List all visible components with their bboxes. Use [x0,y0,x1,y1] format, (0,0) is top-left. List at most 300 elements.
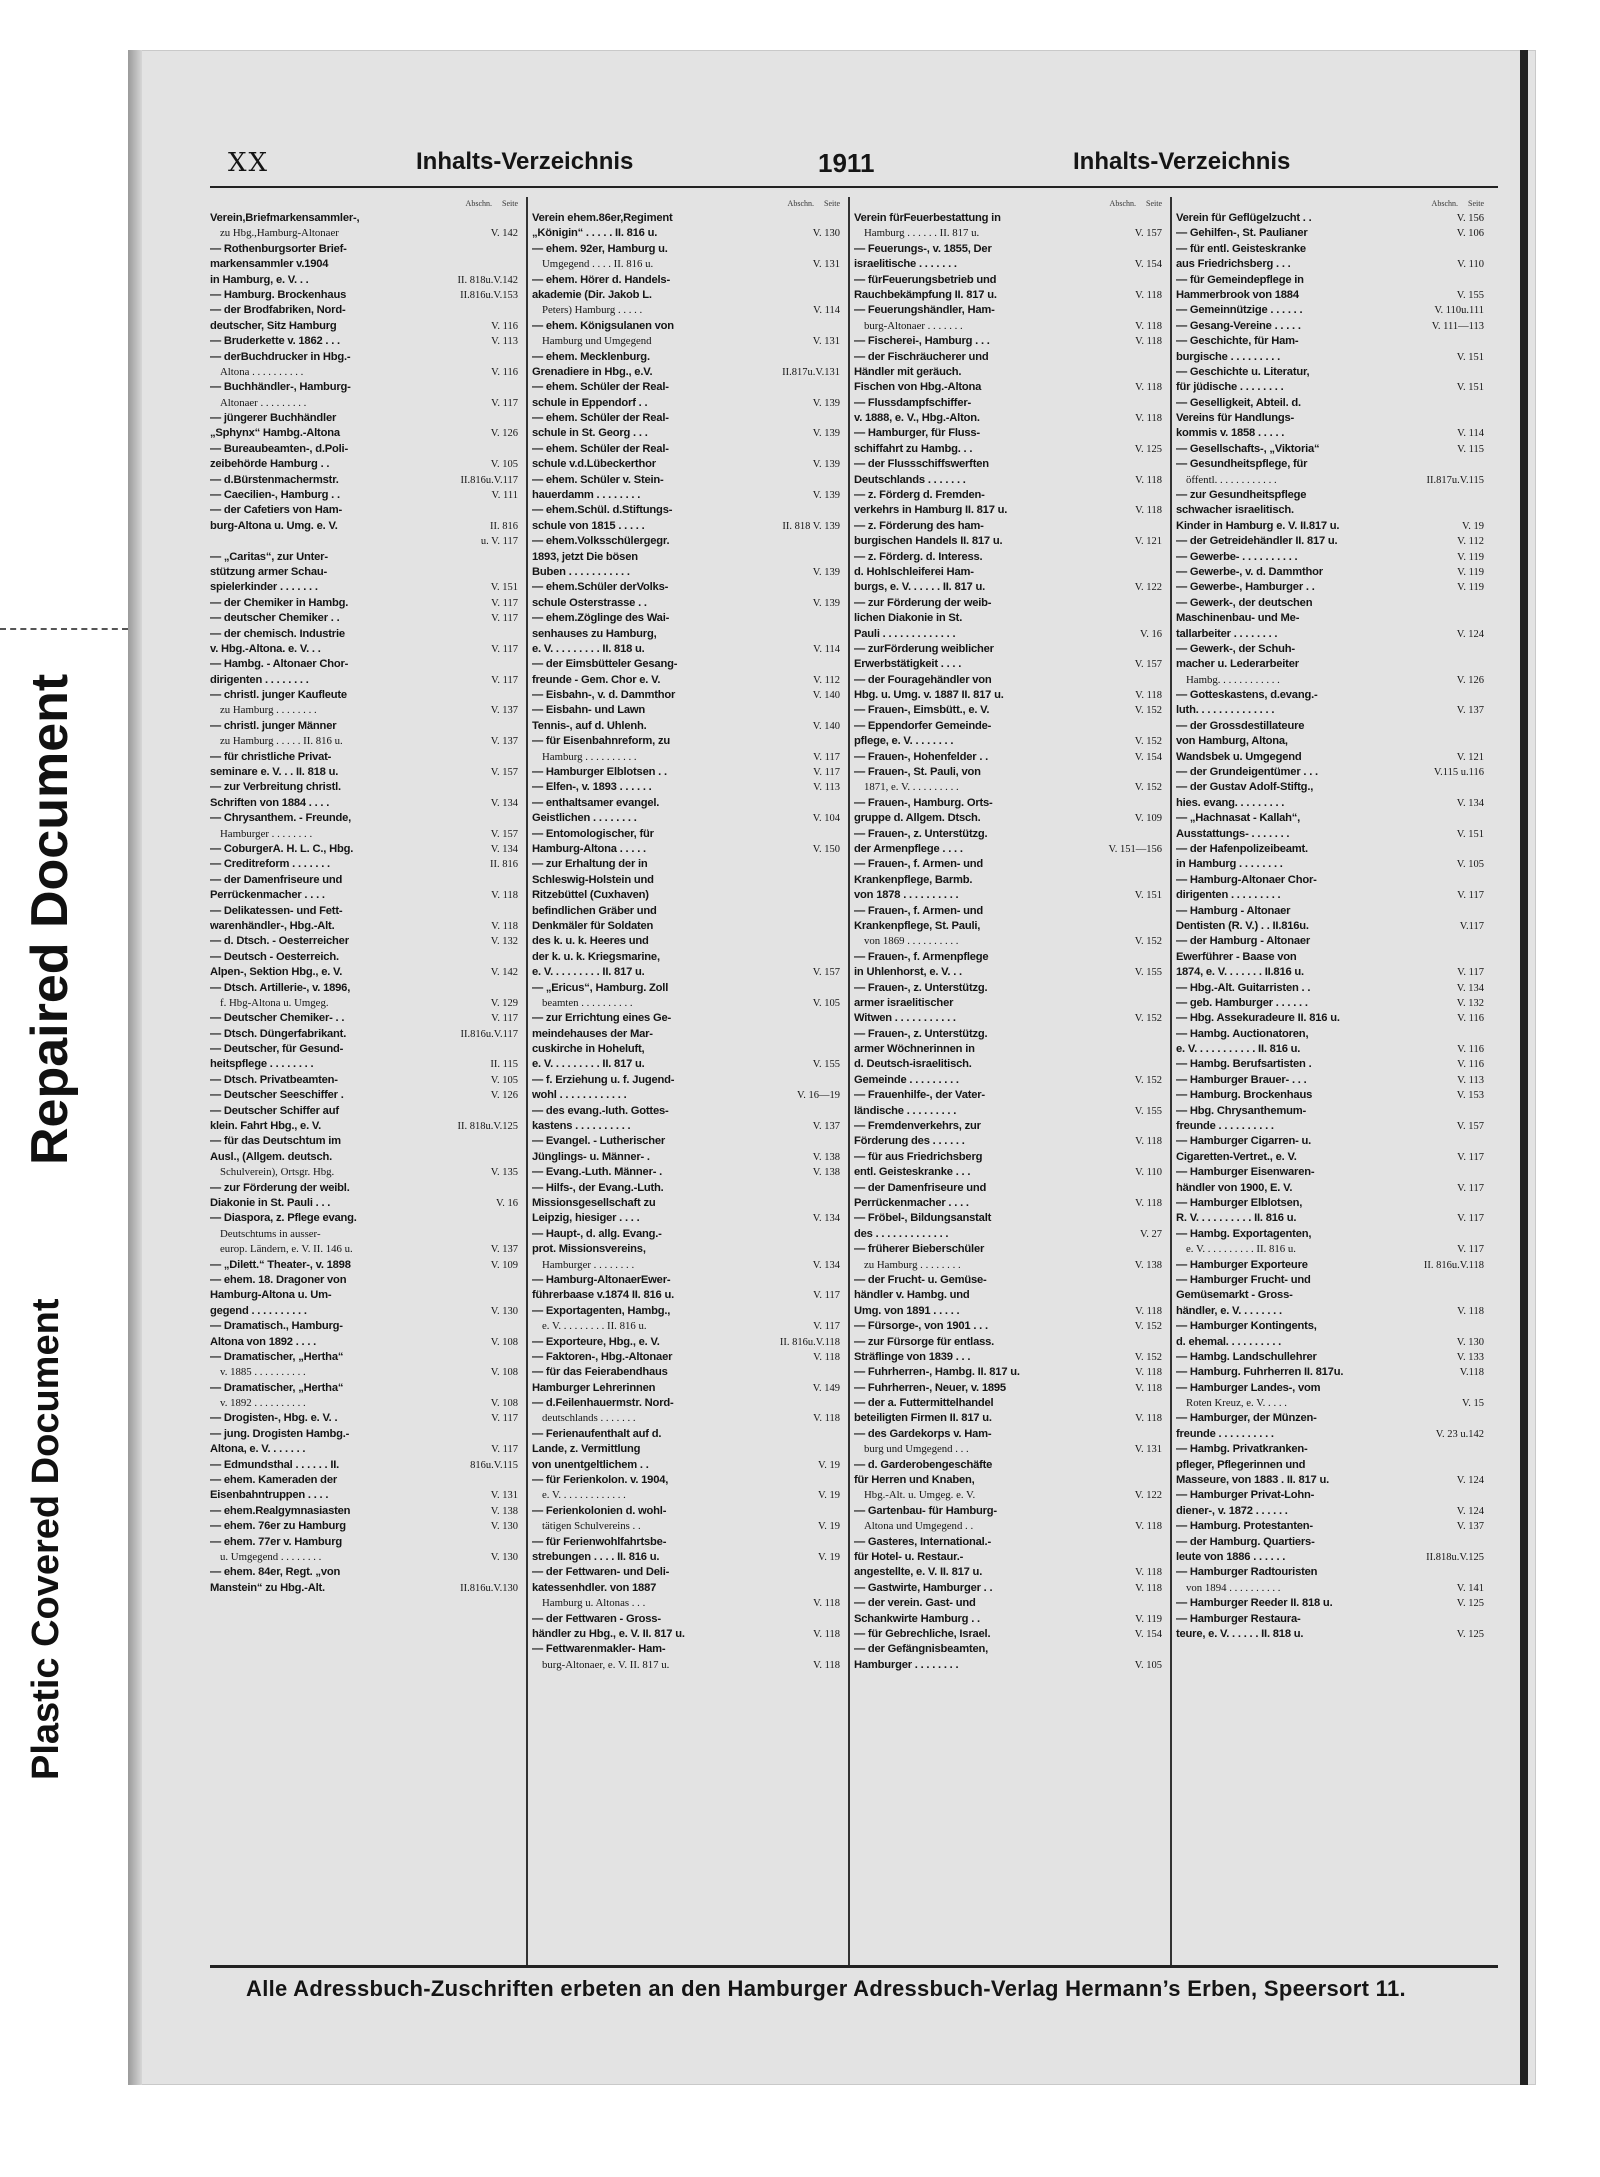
entry-text: burgische . . . . . . . . . [1176,350,1281,363]
index-entry [532,319,840,334]
index-entry [210,303,518,318]
entry-reference: V. 16 [496,1197,518,1209]
entry-text: — Hbg. Assekuradeure II. 816 u. [1176,1012,1340,1025]
entry-text: ländische . . . . . . . . . [854,1104,957,1117]
entry-reference: V. 118 [491,920,518,932]
entry-text: — „Dilett.“ Theater-, v. 1898 [210,1258,351,1271]
entry-text: — jüngerer Buchhändler [210,412,337,425]
entry-text: warenhändler-, Hbg.-Alt. [210,919,335,932]
entry-text: — Hamburg. Fuhrherren II. 817u. [1176,1366,1344,1379]
entry-reference: V. 108 [490,1367,518,1379]
index-entry [854,211,1162,226]
index-entry [1176,719,1484,734]
index-entry [1176,1211,1484,1226]
entry-text: — Hilfs-, der Evang.-Luth. [532,1181,664,1194]
index-entry [854,273,1162,288]
index-entry [1176,765,1484,780]
entry-text: — ehem. 77er v. Hamburg [210,1535,342,1548]
entry-text: des k. u. k. Heeres und [532,935,649,948]
entry-text: — Caecilien-, Hamburg . . [210,489,340,502]
entry-reference: V. 151 [1134,890,1162,902]
index-entry [210,904,518,919]
entry-reference: V.115 u.116 [1433,767,1484,779]
index-entry [1176,657,1484,672]
index-entry [532,1227,840,1242]
index-entry [532,1519,840,1534]
entry-text: strebungen . . . . II. 816 u. [532,1550,660,1563]
entry-text: — Hambg. Berufsartisten . [1176,1058,1312,1071]
index-entry [210,380,518,395]
entry-reference: V. 152 [1134,1074,1162,1086]
index-entry [210,1165,518,1180]
page-header [228,148,1498,188]
index-entry [854,919,1162,934]
index-entry [854,226,1162,241]
entry-text: Cigaretten-Vertret., e. V. [1176,1150,1297,1163]
index-entry [1176,580,1484,595]
index-entry [210,1335,518,1350]
index-entry [532,1612,840,1627]
entry-reference: V. 152 [1134,1013,1162,1025]
index-entry [1176,1565,1484,1580]
entry-reference: V. 119 [1457,551,1484,563]
entry-reference: V. 113 [813,782,840,794]
index-entry [1176,1396,1484,1411]
index-entry [532,1242,840,1257]
entry-text: — der Fettwaren - Gross- [532,1612,661,1625]
entry-reference: V. 19 [1462,520,1484,532]
index-entry [854,596,1162,611]
index-entry [1176,1488,1484,1503]
index-entry [532,780,840,795]
index-entry [1176,688,1484,703]
index-entry [1176,1473,1484,1488]
entry-text: — Exporteure, Hbg., e. V. [532,1335,660,1348]
entry-text: Krankenpflege, St. Pauli, [854,919,981,932]
entry-text: Hamburg u. Altonas . . . [542,1597,646,1610]
index-entry [532,1057,840,1072]
index-entry [532,734,840,749]
entry-reference: V. 117 [1457,967,1484,979]
index-entry [210,396,518,411]
index-entry [854,1227,1162,1242]
entry-text: befindlichen Gräber und [532,904,657,917]
entry-text: — d. Dtsch. - Oesterreicher [210,935,349,948]
index-entry [854,981,1162,996]
index-entry [532,1488,840,1503]
entry-reference: V. 124 [1456,1475,1484,1487]
index-entry [1176,303,1484,318]
index-entry [1176,1627,1484,1642]
index-entry [532,380,840,395]
entry-text: — der Fettwaren- und Deli- [532,1566,670,1579]
index-entry [532,1581,840,1596]
index-entry [1176,1411,1484,1426]
entry-reference: V. 157 [1134,659,1162,671]
entry-text: — der Gefängnisbeamten, [854,1643,989,1656]
entry-reference: V. 118 [813,1598,840,1610]
entry-text: Deutschtums in ausser- [220,1227,321,1240]
entry-reference: u. V. 117 [480,536,518,548]
index-entry [1176,273,1484,288]
index-entry [210,503,518,518]
index-entry [854,1350,1162,1365]
index-entry [210,273,518,288]
index-entry [210,1042,518,1057]
index-entry [1176,565,1484,580]
index-entry [854,1104,1162,1119]
entry-reference: V. 134 [1456,797,1484,809]
index-entry [1176,350,1484,365]
entry-text: Wandsbek u. Umgegend [1176,750,1302,763]
index-entry [210,1519,518,1534]
entry-text: — des evang.-luth. Gottes- [532,1104,669,1117]
index-entry [532,1411,840,1426]
entry-text: Buben . . . . . . . . . . . [532,565,630,578]
index-entry [532,1381,840,1396]
entry-text: — Creditreform . . . . . . . [210,858,330,871]
index-entry [854,396,1162,411]
index-entry [532,1104,840,1119]
entry-text: — Gewerbe-, Hamburger . . [1176,581,1315,594]
entry-text: Masseure, von 1883 . II. 817 u. [1176,1474,1329,1487]
entry-reference: V. 114 [1457,428,1484,440]
index-entry [1176,380,1484,395]
entry-reference: V. 138 [1134,1259,1162,1271]
entry-text: — Hamburger Elblotsen, [1176,1196,1303,1209]
entry-reference: V. 137 [1456,1521,1484,1533]
index-entry [210,519,518,534]
entry-text: — ehem. Schüler der Real- [532,381,669,394]
entry-reference: V. 117 [813,1290,840,1302]
entry-text: — zurFörderung weiblicher [854,642,994,655]
entry-text: Händler mit geräuch. [854,365,962,378]
index-entry [1176,1119,1484,1134]
index-entry [210,1027,518,1042]
entry-text: Schulverein), Ortsgr. Hbg. [220,1166,335,1179]
entry-reference: V. 15 [1462,1398,1484,1410]
entry-text: händler von 1900, E. V. [1176,1181,1293,1194]
index-entry [532,1335,840,1350]
entry-text: schule von 1815 . . . . . [532,519,645,532]
entry-text: freunde . . . . . . . . . . [1176,1427,1274,1440]
index-entry [532,1027,840,1042]
entry-text: pflege, e. V. . . . . . . . [854,735,954,748]
index-entry [854,442,1162,457]
entry-text: — Chrysanthem. - Freunde, [210,812,352,825]
index-entry [854,534,1162,549]
entry-text: — Dramatischer, „Hertha“ [210,1350,344,1363]
entry-text: e. V. . . . . . . . . . . . . [542,1489,626,1502]
entry-text: — der verein. Gast- und [854,1597,976,1610]
entry-text: Umgegend . . . . II. 816 u. [542,258,654,271]
index-entry [854,688,1162,703]
entry-reference: V. 105 [490,459,518,471]
entry-text: — Elfen-, v. 1893 . . . . . . [532,781,652,794]
index-entry [210,750,518,765]
entry-text: — Hbg. Chrysanthemum- [1176,1104,1307,1117]
index-entry [854,334,1162,349]
entry-reference: V. 112 [813,674,840,686]
index-entry [854,550,1162,565]
index-entry [1176,550,1484,565]
index-entry [1176,334,1484,349]
entry-text: — ehem. 76er zu Hamburg [210,1520,346,1533]
entry-text: 1871, e. V. . . . . . . . . . [864,781,959,794]
entry-text: — der Flussschiffswerften [854,458,989,471]
index-entry [854,1027,1162,1042]
entry-text: — ehem. 92er, Hamburg u. [532,242,668,255]
column-divider [848,197,850,1965]
entry-text: Verein für Geflügelzucht . . [1176,211,1312,224]
entry-reference: V. 155 [1134,1105,1162,1117]
entry-reference: V. 121 [1134,536,1162,548]
index-entry [1176,396,1484,411]
index-entry [854,1335,1162,1350]
entry-reference: V. 118 [1457,1305,1484,1317]
repaired-document-label: Repaired Document [21,673,79,1165]
entry-text: e. V. . . . . . . . . II. 817 u. [532,966,645,979]
entry-text: stützung armer Schau- [210,565,328,578]
index-entry [532,1427,840,1442]
index-entry [1176,503,1484,518]
entry-reference: V. 152 [1134,1321,1162,1333]
entry-text: freunde . . . . . . . . . . [1176,1120,1274,1133]
entry-reference: V. 126 [490,428,518,440]
index-entry [532,457,840,472]
index-entry [854,1258,1162,1273]
entry-text: schiffahrt zu Hambg. . . [854,442,973,455]
entry-reference: V. 114 [813,305,840,317]
entry-text: — Hamburg - Altonaer [1176,904,1291,917]
entry-text: — Feuerungs-, v. 1855, Der [854,242,992,255]
index-entry [1176,1550,1484,1565]
entry-text: — Frauen-, St. Pauli, von [854,766,981,779]
entry-text: Schankwirte Hamburg . . [854,1612,980,1625]
entry-text: senhauses zu Hamburg, [532,627,657,640]
column-divider [526,197,528,1965]
entry-text: leute von 1886 . . . . . . [1176,1550,1286,1563]
entry-text: burg-Altona u. Umg. e. V. [210,519,338,532]
index-entry [532,919,840,934]
entry-reference: V. 151 [1456,351,1484,363]
header-rule [210,186,1498,188]
entry-reference: V. 116 [491,320,518,332]
entry-text: — ehem. Schüler v. Stein- [532,473,664,486]
entry-text: Maschinenbau- und Me- [1176,612,1300,625]
entry-text: — ehem.Realgymnasiasten [210,1504,351,1517]
entry-text: zu Hamburg . . . . . II. 816 u. [220,735,343,748]
entry-text: — der Hamburg - Altonaer [1176,935,1311,948]
entry-reference: V. 108 [490,1336,518,1348]
index-entry [210,857,518,872]
entry-reference: V. 118 [1135,1567,1162,1579]
entry-reference: V. 138 [812,1167,840,1179]
entry-text: Pauli . . . . . . . . . . . . . [854,627,956,640]
entry-text: pfleger, Pflegerinnen und [1176,1458,1306,1471]
entry-text: Umg. von 1891 . . . . . [854,1304,960,1317]
index-entry [854,765,1162,780]
index-entry [854,580,1162,595]
index-entry [532,1181,840,1196]
entry-reference: II.817u.V.115 [1426,474,1484,486]
entry-reference: V. 140 [812,720,840,732]
entry-text: in Uhlenhorst, e. V. . . [854,966,962,979]
index-entry [210,688,518,703]
entry-text: von unentgeltlichem . . [532,1458,649,1471]
index-entry [532,688,840,703]
entry-text: Krankenpflege, Barmb. [854,873,973,886]
index-entry [1176,1042,1484,1057]
entry-text: — „Ericus“, Hamburg. Zoll [532,981,669,994]
entry-text: u. Umgegend . . . . . . . . [220,1550,322,1563]
entry-text: — deutscher Chemiker . . [210,612,340,625]
index-entry [1176,1196,1484,1211]
entry-text: Hamburg . . . . . . II. 817 u. [864,227,980,240]
index-entry [532,1119,840,1134]
index-entry [210,842,518,857]
entry-reference: V. 155 [1134,967,1162,979]
entry-text: — Bureaubeamten-, d.Poli- [210,442,348,455]
index-entry [854,627,1162,642]
entry-reference: V. 117 [491,397,518,409]
entry-text: — Faktoren-, Hbg.-Altonaer [532,1350,673,1363]
entry-reference: V. 155 [1456,289,1484,301]
entry-text: Ausstattungs- . . . . . . . [1176,827,1290,840]
entry-text: v. Hbg.-Altona. e. V. . . [210,642,321,655]
entry-text: Ausl., (Allgem. deutsch. [210,1150,333,1163]
entry-text: — der Grundeigentümer . . . [1176,766,1318,779]
index-entry [854,380,1162,395]
index-entry [854,242,1162,257]
index-entry [210,442,518,457]
index-column-3 [854,197,1162,1965]
entry-text: — Hamburg. Protestanten- [1176,1520,1313,1533]
entry-reference: V. 117 [491,613,518,625]
index-entry [854,288,1162,303]
footer-rule [210,1965,1498,1968]
entry-text: — für christliche Privat- [210,750,332,763]
index-entry [854,257,1162,272]
index-entry [532,303,840,318]
entry-text: — Frauen-, z. Unterstützg. [854,827,988,840]
index-entry [210,1273,518,1288]
entry-text: — ehem.Schül. d.Stiftungs- [532,504,673,517]
entry-reference: V. 118 [813,1351,840,1363]
index-entry [854,303,1162,318]
entry-text: — Hamburg-Altonaer Chor- [1176,873,1317,886]
entry-text: Fischen von Hbg.-Altona [854,381,982,394]
entry-text: — der Grossdestillateure [1176,719,1305,732]
entry-text: — Fuhrherren-, Neuer, v. 1895 [854,1381,1006,1394]
entry-text: — Frauen-, Hamburg. Orts- [854,796,993,809]
entry-text: Tennis-, auf d. Uhlenh. [532,719,647,732]
index-entry [532,473,840,488]
entry-text: spielerkinder . . . . . . . [210,581,318,594]
entry-text: burgischen Handels II. 817 u. [854,535,1003,548]
index-entry [854,1042,1162,1057]
index-entry [210,673,518,688]
entry-reference: V. 137 [490,736,518,748]
entry-text: Dentisten (R. V.) . . II.816u. [1176,919,1309,932]
index-entry [1176,1335,1484,1350]
index-entry [532,1288,840,1303]
entry-reference: V. 27 [1140,1228,1162,1240]
entry-reference: II.816u.V.130 [460,1582,518,1594]
entry-text: europ. Ländern, e. V. II. 146 u. [220,1243,353,1256]
index-entry [210,365,518,380]
entry-reference: V. 129 [490,997,518,1009]
entry-text: lichen Diakonie in St. [854,612,963,625]
index-entry [532,1596,840,1611]
index-entry [210,565,518,580]
entry-text: — d.Feilenhauermstr. Nord- [532,1397,674,1410]
entry-text: — Hamburger Elblotsen . . [532,766,667,779]
entry-reference: V. 137 [1456,705,1484,717]
entry-text: armer Wöchnerinnen in [854,1043,975,1056]
entry-text: Altona von 1892 . . . . [210,1335,317,1348]
index-entry [854,611,1162,626]
entry-text: — ehem.Zöglinge des Wai- [532,612,670,625]
index-entry [210,288,518,303]
entry-text: — der Fouragehändler von [854,673,992,686]
index-entry [854,1134,1162,1149]
index-entry [532,1258,840,1273]
index-entry [210,1458,518,1473]
entry-reference: V. 134 [490,844,518,855]
index-entry [532,811,840,826]
index-entry [210,242,518,257]
index-entry [210,411,518,426]
index-column-4 [1176,197,1484,1965]
index-entry [210,719,518,734]
entry-text: — Gewerk-, der Schuh- [1176,642,1295,655]
entry-text: israelitische . . . . . . . [854,258,957,271]
index-entry [854,473,1162,488]
entry-text: führerbaase v.1874 II. 816 u. [532,1289,674,1302]
entry-reference: V. 118 [813,1628,840,1640]
index-entry [1176,981,1484,996]
entry-reference: V. 155 [812,1059,840,1071]
entry-reference: V. 106 [1456,228,1484,240]
index-entry [210,611,518,626]
entry-text: — Hambg. - Altonaer Chor- [210,658,349,671]
entry-text: gegend . . . . . . . . . . [210,1304,307,1317]
entry-reference: V. 16 [1140,628,1162,640]
index-entry [210,1181,518,1196]
index-entry [210,1073,518,1088]
entry-text: für Hotel- u. Restaur.- [854,1550,964,1563]
entry-text: beamten . . . . . . . . . . [542,996,633,1009]
index-entry [532,1442,840,1457]
entry-text: — Hamburg-AltonaerEwer- [532,1273,671,1286]
entry-text: Hbg.-Alt. u. Umgeg. e. V. [864,1489,976,1502]
entry-reference: V. 151—156 [1108,844,1162,855]
index-entry [1176,1596,1484,1611]
entry-text: — ehem. Schüler der Real- [532,442,669,455]
index-entry [210,1196,518,1211]
entry-reference: V. 110 [1135,1167,1162,1179]
entry-text: — geb. Hamburger . . . . . . [1176,996,1308,1009]
index-entry [1176,242,1484,257]
entry-text: entl. Geisteskranke . . . [854,1166,971,1179]
entry-reference: V. 134 [490,797,518,809]
entry-reference: V. 118 [1135,1582,1162,1594]
column-heading [532,197,840,211]
index-entry [854,1165,1162,1180]
entry-text: v. 1888, e. V., Hbg.-Alton. [854,412,980,425]
index-entry [532,1396,840,1411]
